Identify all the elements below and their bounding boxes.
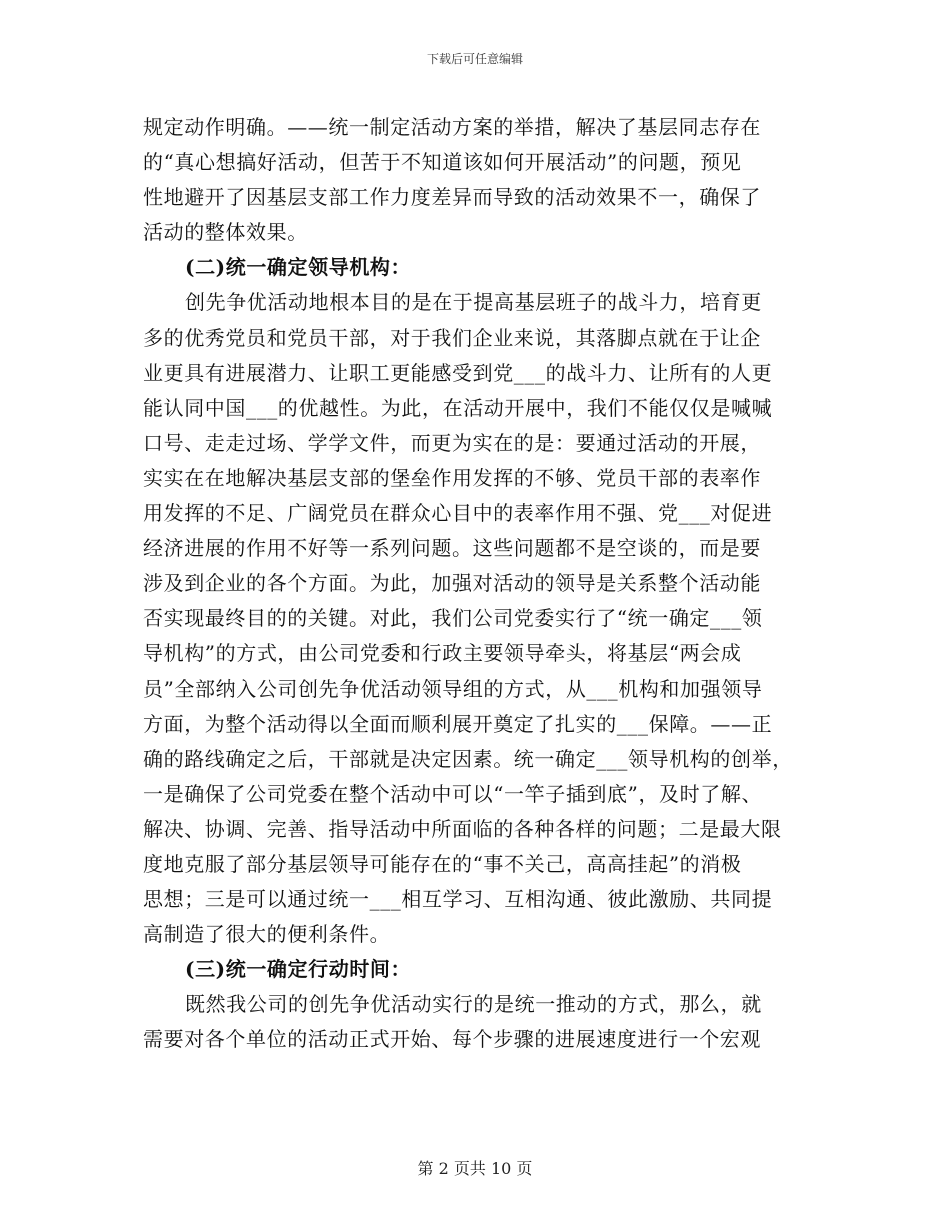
section-heading: (三)统一确定行动时间： [185,957,412,982]
body-line: 员”全部纳入公司创先争优活动领导组的方式，从___机构和加强领导 [143,676,763,701]
page-footer: 第 2 页共 10 页 [417,1159,533,1178]
body-line: 用发挥的不足、广阔党员在群众心目中的表率作用不强、党___对促进 [143,501,773,526]
body-line: 导机构”的方式，由公司党委和行政主要领导牵头，将基层“两会成 [143,641,742,666]
body-line: 方面，为整个活动得以全面而顺利展开奠定了扎实的___保障。——正 [143,711,773,736]
body-line: 规定动作明确。——统一制定活动方案的举措，解决了基层同志存在 [143,115,761,139]
body-line: 既然我公司的创先争优活动实行的是统一推动的方式，那么，就 [185,992,762,1017]
body-line: 度地克服了部分基层领导可能存在的“事不关己，高高挂起”的消极 [143,851,742,876]
page-header: 下载后可任意编辑 [426,52,523,66]
body-line: 经济进展的作用不好等一系列问题。这些问题都不是空谈的，而是要 [143,536,761,561]
body-line: 业更具有进展潜力、让职工更能感受到党___的战斗力、让所有的人更 [143,360,773,385]
body-line: 创先争优活动地根本目的是在于提高基层班子的战斗力，培育更 [185,290,762,315]
body-line: 高制造了很大的便利条件。 [143,922,391,947]
body-line: 性地避开了因基层支部工作力度差异而导致的活动效果不一，确保了 [143,185,761,210]
body-line: 能认同中国___的优越性。为此，在活动开展中，我们不能仅仅是喊喊 [143,395,773,420]
body-line: 一是确保了公司党委在整个活动中可以“一竿子插到底”，及时了解、 [143,781,763,806]
body-line: 多的优秀党员和党员干部，对于我们企业来说，其落脚点就在于让企 [143,325,761,350]
body-line: 思想；三是可以通过统一___相互学习、互相沟通、彼此激励、共同提 [143,887,773,912]
body-line: 口号、走走过场、学学文件，而更为实在的是：要通过活动的开展， [143,430,761,455]
body-line: 解决、协调、完善、指导活动中所面临的各种各样的问题；二是最大限 [143,816,782,841]
body-line: 的“真心想搞好活动，但苦于不知道该如何开展活动”的问题，预见 [143,150,742,175]
body-line: 涉及到企业的各个方面。为此，加强对活动的领导是关系整个活动能 [143,571,761,596]
body-line: 实实在在地解决基层支部的堡垒作用发挥的不够、党员干部的表率作 [143,465,761,490]
body-line: 否实现最终目的的关键。对此，我们公司党委实行了“统一确定___领 [143,606,763,631]
body-line: 需要对各个单位的活动正式开始、每个步骤的进展速度进行一个宏观 [143,1027,761,1052]
section-heading: (二)统一确定领导机构： [185,255,412,280]
body-line: 活动的整体效果。 [143,220,308,245]
body-line: 确的路线确定之后，干部就是决定因素。统一确定___领导机构的创举， [143,746,793,771]
document-body [143,110,803,1058]
